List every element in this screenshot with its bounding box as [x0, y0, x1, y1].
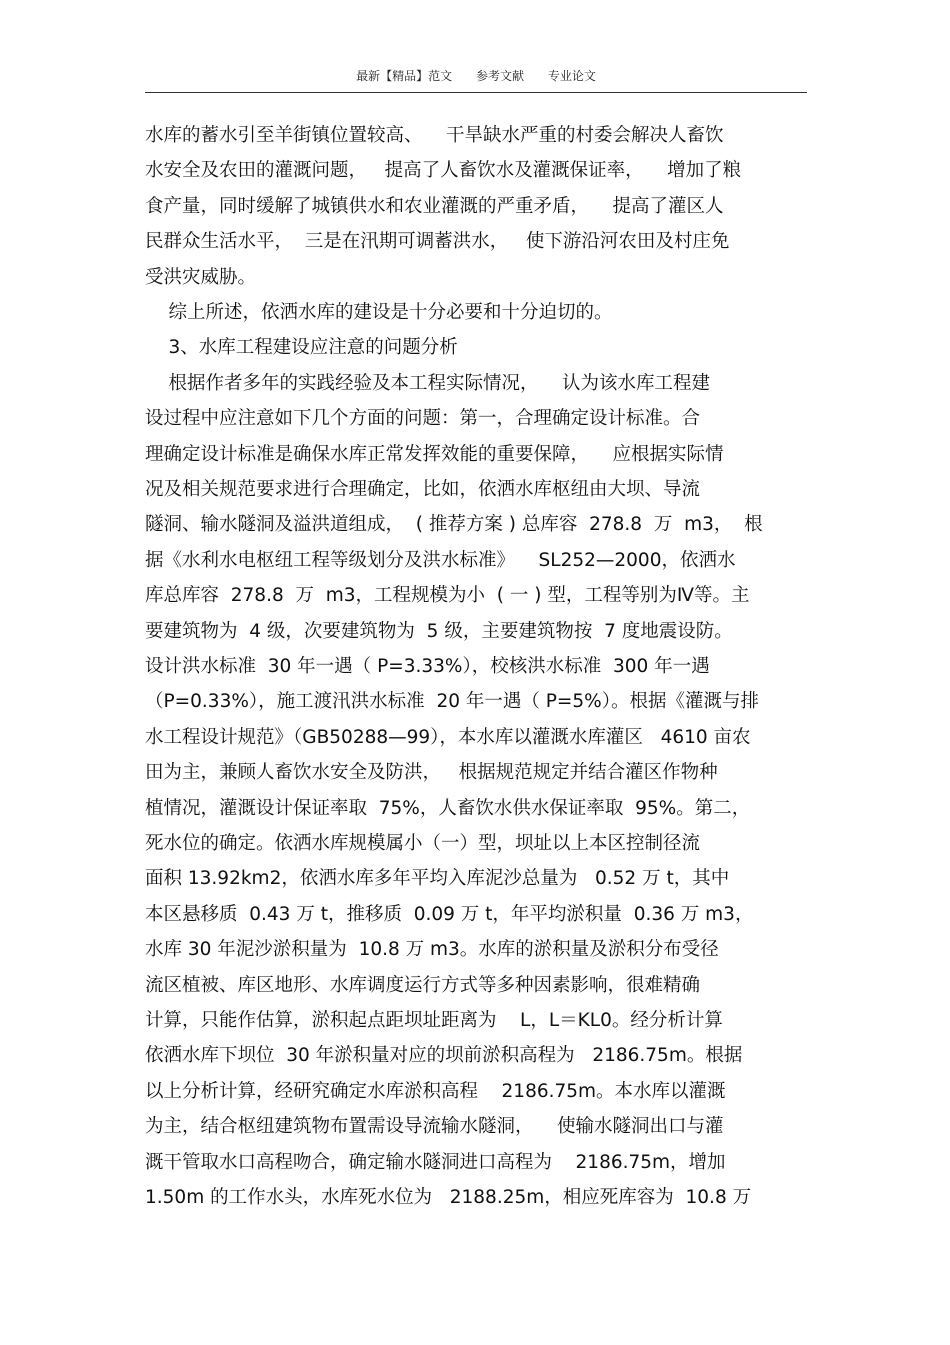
text-line: 隧洞、输水隧洞及溢洪道组成， ( 推荐方案 ) 总库容 278.8 万 m3， 根 [145, 514, 763, 535]
text-line: 水安全及农田的灌溉问题， 提高了人畜饮水及灌溉保证率， 增加了粮 [145, 160, 742, 181]
text-line: 水库的蓄水引至羊街镇位置较高、 干旱缺水严重的村委会解决人畜饮 [145, 125, 724, 146]
text-line: 流区植被、库区地形、水库调度运行方式等多种因素影响，很难精确 [145, 975, 701, 996]
text-line: 况及相关规范要求进行合理确定，比如，依洒水库枢纽由大坝、导流 [145, 479, 701, 500]
text-line: 综上所述，依洒水库的建设是十分必要和十分迫切的。 [145, 302, 613, 323]
header-item-lunwen: 专业论文 [547, 69, 596, 83]
text-line: 面积 13.92km2，依洒水库多年平均入库泥沙总量为 0.52 万 t，其中 [145, 868, 730, 889]
text-line: 受洪灾威胁。 [145, 267, 257, 288]
text-line: 计算，只能作估算，淤积起点距坝址距离为 L，L＝KL0。经分析计算 [145, 1010, 723, 1031]
header-item-cankao: 参考文献 [475, 69, 524, 83]
text-line: 设计洪水标准 30 年一遇（ P=3.33%），校核洪水标准 300 年一遇 [145, 656, 710, 677]
text-line: 设过程中应注意如下几个方面的问题：第一，合理确定设计标准。合 [145, 408, 701, 429]
text-line: 以上分析计算，经研究确定水库淤积高程 2186.75m。本水库以灌溉 [145, 1081, 726, 1102]
text-line: 植情况，灌溉设计保证率取 75%，人畜饮水供水保证率取 95%。第二， [145, 798, 751, 819]
text-line: 为主，结合枢纽建筑物布置需设导流输水隧洞， 使输水隧洞出口与灌 [145, 1116, 724, 1137]
text-line: 死水位的确定。依洒水库规模属小（一）型，坝址以上本区控制径流 [145, 833, 701, 854]
header-item-fanwen: 最新【精品】范文 [356, 69, 453, 83]
section-heading: 3、水库工程建设应注意的问题分析 [145, 337, 458, 358]
text-line: 水库 30 年泥沙淤积量为 10.8 万 m3。水库的淤积量及淤积分布受径 [145, 939, 719, 960]
text-line: 食产量，同时缓解了城镇供水和农业灌溉的严重矛盾， 提高了灌区人 [145, 196, 724, 217]
text-line: 依洒水库下坝位 30 年淤积量对应的坝前淤积高程为 2186.75m。根据 [145, 1045, 743, 1066]
page-header [145, 62, 807, 93]
text-line: 据《水利水电枢纽工程等级划分及洪水标准》 SL252—2000，依洒水 [145, 550, 736, 571]
text-line: 民群众生活水平， 三是在汛期可调蓄洪水， 使下游沿河农田及村庄免 [145, 231, 730, 252]
text-line: 田为主，兼顾人畜饮水安全及防洪， 根据规范规定并结合灌区作物种 [145, 762, 718, 783]
text-line: 本区悬移质 0.43 万 t，推移质 0.09 万 t，年平均淤积量 0.36 万 m3， [145, 904, 754, 925]
text-line: 溉干管取水口高程吻合，确定输水隧洞进口高程为 2186.75m，增加 [145, 1152, 726, 1173]
text-line: 根据作者多年的实践经验及本工程实际情况， 认为该水库工程建 [145, 373, 711, 394]
text-line: （P=0.33%），施工渡汛洪水标准 20 年一遇（ P=5%）。根据《灌溉与排 [145, 691, 759, 712]
text-line: 理确定设计标准是确保水库正常发挥效能的重要保障， 应根据实际情 [145, 444, 724, 465]
text-line: 1.50m 的工作水头，水库死水位为 2188.25m，相应死库容为 10.8 万 [145, 1187, 752, 1208]
text-line: 库总库容 278.8 万 m3，工程规模为小 ( 一 ) 型，工程等别为Ⅳ等。主 [145, 585, 750, 606]
text-line: 要建筑物为 4 级，次要建筑物为 5 级，主要建筑物按 7 度地震设防。 [145, 621, 733, 642]
text-line: 水工程设计规范》（GB50288—99），本水库以灌溉水库灌区 4610 亩农 [145, 727, 751, 748]
